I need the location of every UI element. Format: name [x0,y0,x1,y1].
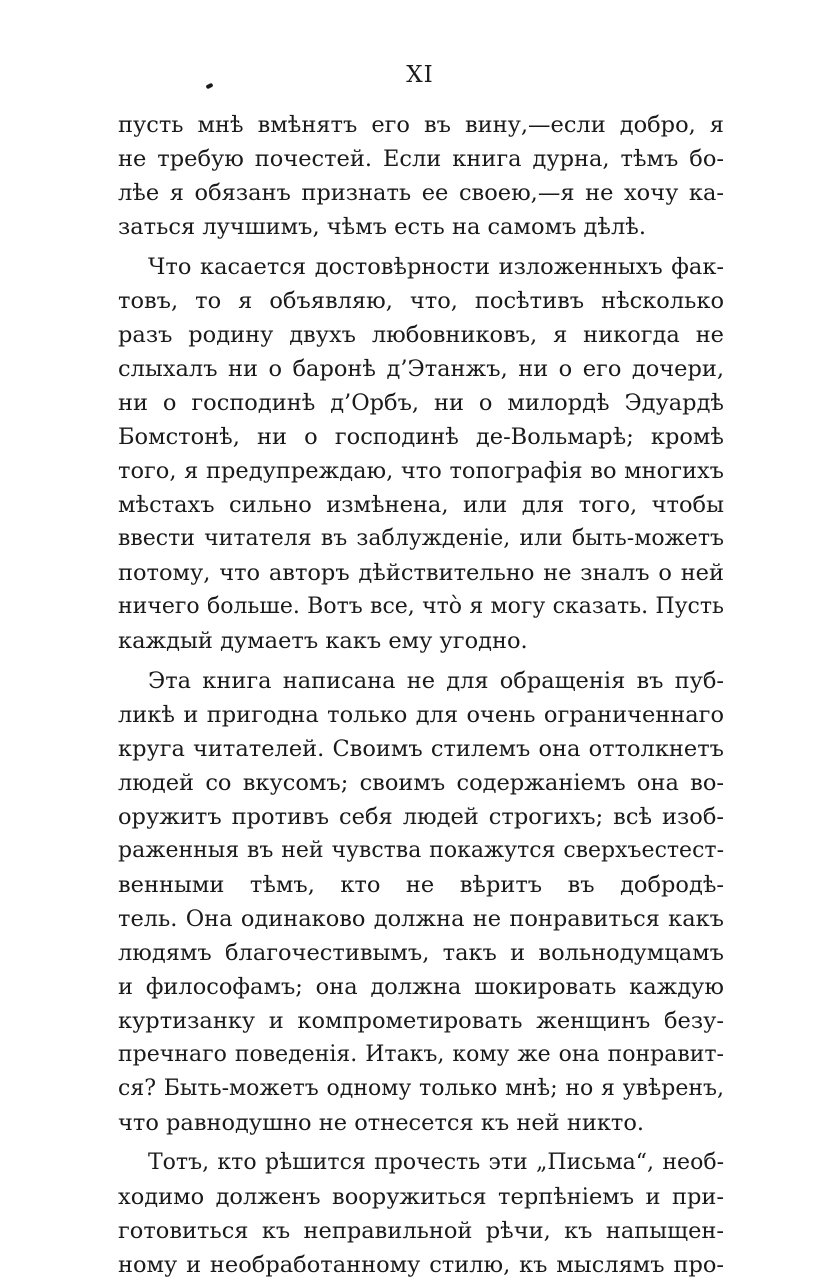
text-line: и философамъ; она должна шокировать каждую [118,974,724,1000]
text-line: заться лучшимъ, чѣмъ есть на самомъ дѣлѣ. [118,214,646,240]
text-line: венными тѣмъ, кто не вѣритъ въ добродѣ- [118,872,724,898]
text-line: куртизанку и компрометировать женщинъ безу- [118,1008,724,1034]
text-line: ни о господинѣ д’Орбъ, ни о милордѣ Эдуардѣ [118,390,724,416]
text-line: Эта книга написана не для обращенія въ пуб- [148,668,724,694]
paragraph-2 [118,250,724,658]
text-line: ликѣ и пригодна только для очень ограниченнаго [118,702,724,728]
paragraph-3 [118,664,724,1140]
text-line: круга читателей. Своимъ стилемъ она оттолкнетъ [118,736,724,762]
text-line: тель. Она одинаково должна не понравиться какъ [118,906,724,932]
text-line: мѣстахъ сильно измѣнена, или для того, чтобы [118,492,724,518]
text-line: ходимо долженъ вооружиться терпѣніемъ и при- [118,1184,724,1210]
text-line: Тотъ, кто рѣшится прочесть эти „Письма“, необ- [148,1150,724,1175]
text-line: готовиться къ неправильной рѣчи, къ напыщен- [118,1218,724,1244]
body-text [118,108,724,1282]
text-line: людей со вкусомъ; своимъ содержаніемъ она во- [118,770,724,796]
text-line: потому, что авторъ дѣйствительно не зналъ о ней [118,560,724,586]
text-line: ному и необработанному стилю, къ мыслямъ про- [118,1252,724,1278]
text-line: товъ, то я объявляю, что, посѣтивъ нѣсколько [118,288,724,314]
text-line: Бомстонѣ, ни о господинѣ де-Вольмарѣ; кромѣ [118,424,724,450]
paragraph-1 [118,108,724,244]
text-line: того, я предупреждаю, что топографія во многихъ [118,458,724,484]
text-line: пусть мнѣ вмѣнятъ его въ вину,—если добро, я [118,112,724,138]
text-line: ся? Быть-можетъ одному только мнѣ; но я увѣренъ, [118,1076,724,1101]
paragraph-4 [118,1146,724,1282]
text-line: Что касается достовѣрности изложенныхъ фак- [148,254,724,280]
page-number: XI [406,62,434,88]
text-line: пречнаго поведенія. Итакъ, кому же она понравит- [118,1042,724,1067]
text-line: людямъ благочестивымъ, такъ и вольнодумцамъ [118,940,724,966]
text-line: ничего больше. Вотъ все, что̀ я могу сказать. Пусть [118,594,724,619]
text-line: слыхалъ ни о баронѣ д’Этанжъ, ни о его дочери, [118,356,724,382]
text-line: не требую почестей. Если книга дурна, тѣмъ бо- [118,146,724,172]
text-line: что равнодушно не отнесется къ ней никто. [118,1110,645,1136]
text-line: оружитъ противъ себя людей строгихъ; всѣ изоб- [118,804,724,830]
text-line: разъ родину двухъ любовниковъ, я никогда не [118,322,724,348]
text-line: ввести читателя въ заблужденіе, или быть-можетъ [118,526,724,551]
text-line: лѣе я обязанъ признать ее своею,—я не хочу ка- [118,180,724,206]
text-line: раженныя въ ней чувства покажутся сверхъестест- [118,838,724,863]
text-line: каждый думаетъ какъ ему угодно. [118,628,528,654]
